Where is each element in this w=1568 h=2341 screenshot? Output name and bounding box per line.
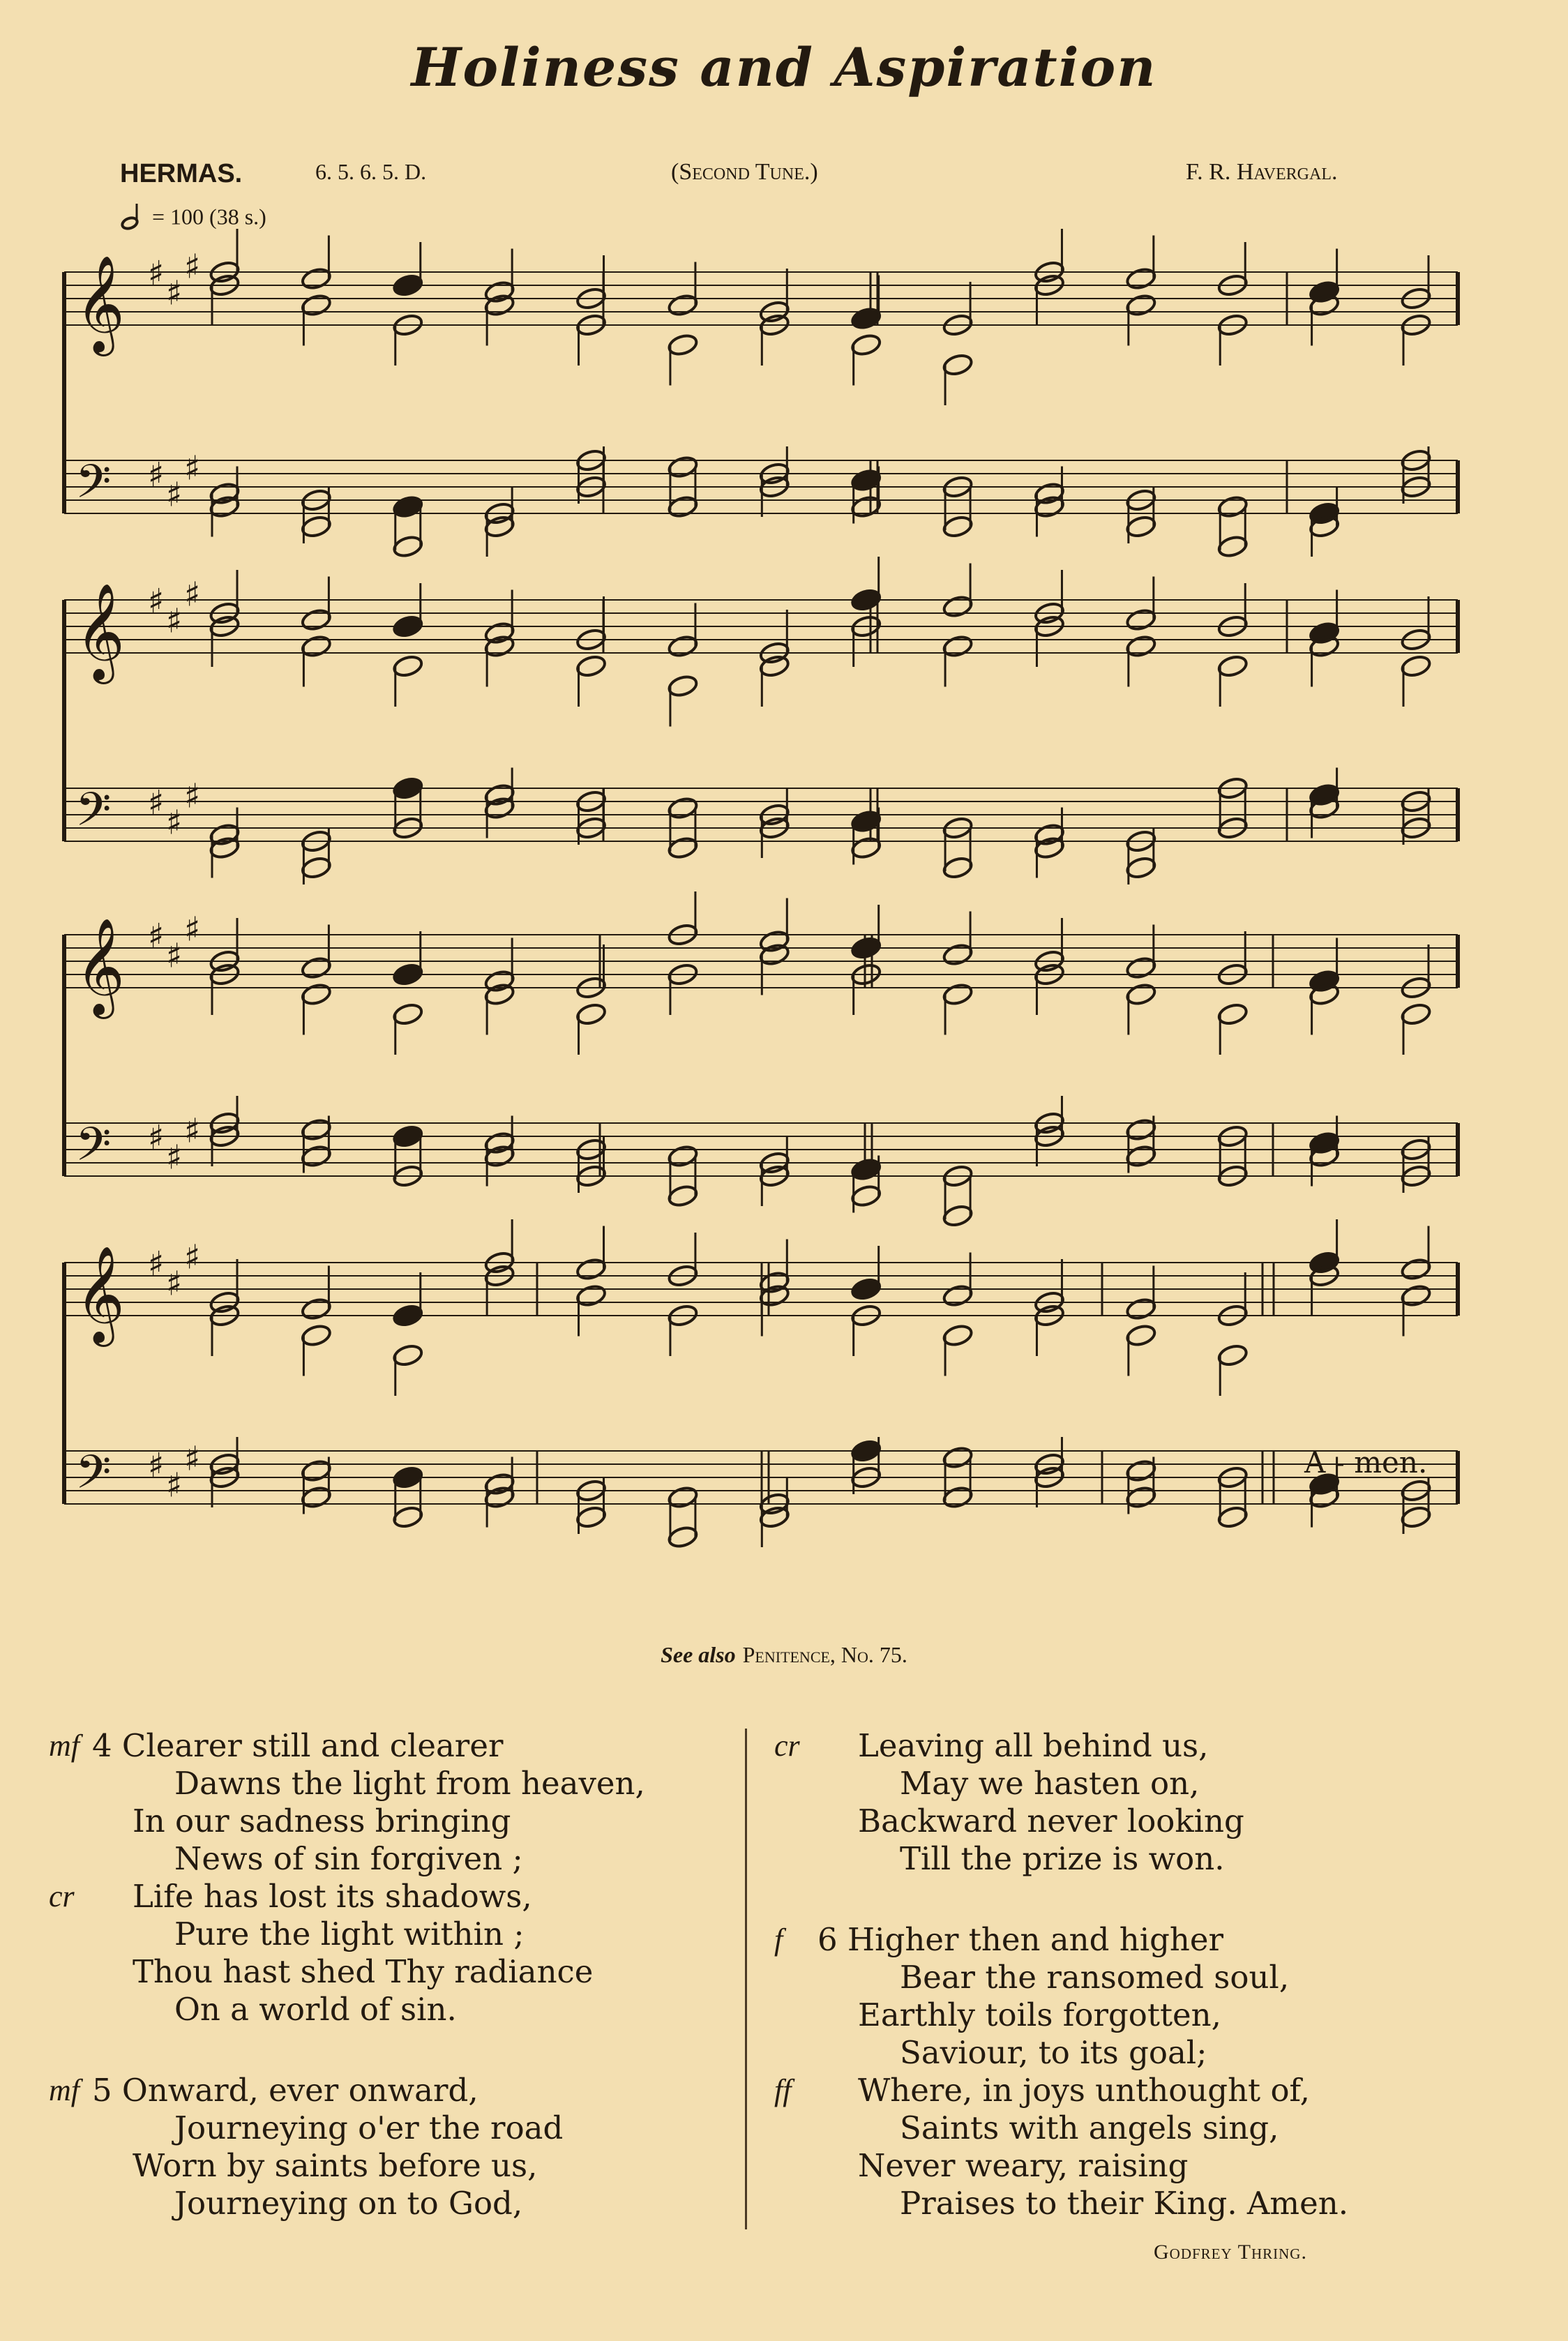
bass-clef-icon: 𝄢: [75, 1117, 112, 1182]
page-title: Holiness and Aspiration: [411, 36, 1157, 98]
note-head: [942, 634, 973, 658]
note-head: [667, 1525, 698, 1549]
verse-text: Earthly toils forgotten,: [858, 1996, 1221, 2033]
note-head: [392, 654, 423, 678]
sharp-icon: ♯: [184, 1439, 201, 1479]
note-head: [301, 855, 332, 880]
bass-clef-icon: 𝄢: [75, 783, 112, 848]
note-head: [1034, 836, 1065, 860]
verse-text: Saints with angels sing,: [900, 2109, 1279, 2146]
sharp-icon: ♯: [148, 456, 165, 495]
dynamic-marking: ff: [774, 2073, 792, 2107]
verse-line: [49, 1915, 746, 1953]
verse-line: [49, 2185, 746, 2222]
note-head: [942, 514, 973, 539]
note-head: [1217, 534, 1249, 559]
bass-clef-icon: 𝄢: [75, 455, 112, 520]
tempo-text: = 100 (38 s.): [152, 204, 266, 229]
bass-clef-icon: 𝄢: [75, 1445, 112, 1510]
note-head: [1125, 1323, 1156, 1348]
note-head: [850, 935, 882, 960]
sharp-icon: ♯: [148, 1446, 165, 1485]
note-head: [942, 1203, 973, 1228]
treble-clef-icon: 𝄞: [75, 583, 125, 680]
note-head: [1125, 514, 1156, 539]
note-head: [1125, 1297, 1156, 1321]
verse-line: [49, 2147, 746, 2185]
note-head: [667, 1144, 698, 1168]
note-head: [1125, 1459, 1156, 1483]
note-head: [667, 1184, 698, 1208]
note-head: [575, 654, 607, 678]
verse-text: On a world of sin.: [174, 1991, 457, 2028]
verses-left-column: [49, 1727, 746, 2266]
stanza: [49, 2072, 746, 2222]
note-head: [301, 956, 332, 980]
note-head: [301, 1144, 332, 1168]
treble-clef-icon: 𝄞: [75, 1246, 125, 1343]
tune-meter: 6. 5. 6. 5. D.: [315, 159, 427, 184]
note-head: [1125, 956, 1156, 980]
note-head: [301, 1485, 332, 1510]
note-head: [483, 982, 515, 1007]
note-head: [850, 1184, 882, 1208]
sharp-icon: ♯: [148, 917, 165, 956]
treble-clef-icon: 𝄞: [75, 918, 125, 1015]
note-head: [1125, 293, 1156, 317]
note-head: [301, 514, 332, 539]
verse-text: Never weary, raising: [858, 2147, 1189, 2184]
verse-line: [49, 1991, 746, 2028]
note-head: [1125, 1485, 1156, 1510]
sharp-icon: ♯: [148, 1244, 165, 1284]
sharp-icon: ♯: [184, 1237, 201, 1277]
note-head: [850, 333, 882, 357]
note-head: [1125, 634, 1156, 658]
verse-line: [49, 1765, 746, 1802]
verse-text: News of sin forgiven ;: [174, 1840, 523, 1877]
note-head: [942, 942, 973, 967]
verse-text: Saviour, to its goal;: [900, 2034, 1207, 2071]
note-head: [850, 1157, 882, 1182]
note-head: [1125, 608, 1156, 632]
sharp-icon: ♯: [148, 783, 165, 822]
note-head: [1125, 982, 1156, 1007]
note-head: [1125, 855, 1156, 880]
hymn-author: Godfrey Thring.: [1154, 2241, 1307, 2264]
note-head: [667, 455, 698, 479]
note-head: [759, 1505, 790, 1529]
verse-text: Thou hast shed Thy radiance: [133, 1953, 594, 1990]
note-head: [1217, 654, 1249, 678]
verse-line: [774, 2034, 1514, 2072]
note-head: [301, 1297, 332, 1321]
second-tune-label: (Second Tune.): [671, 159, 818, 185]
tune-name: HERMAS.: [120, 159, 243, 188]
note-head: [667, 836, 698, 860]
note-head: [667, 495, 698, 519]
note-head: [392, 1343, 423, 1367]
sharp-icon: ♯: [166, 803, 183, 843]
note-head: [301, 982, 332, 1007]
dynamic-marking: mf: [49, 1729, 80, 1763]
note-head: [575, 1002, 607, 1026]
sharp-icon: ♯: [148, 1118, 165, 1157]
note-head: [667, 1485, 698, 1510]
note-head: [942, 1445, 973, 1470]
see-also-ref: Penitence, No. 75.: [742, 1642, 907, 1667]
verse-line: [774, 2072, 1514, 2109]
note-head: [1125, 1144, 1156, 1168]
sharp-icon: ♯: [184, 575, 201, 615]
note-head: [667, 796, 698, 820]
verse-text: May we hasten on,: [900, 1765, 1200, 1802]
verse-line: [49, 1953, 746, 1991]
note-head: [1217, 1505, 1249, 1529]
note-head: [301, 293, 332, 317]
sharp-icon: ♯: [148, 582, 165, 621]
note-head: [483, 293, 515, 317]
note-head: [301, 1117, 332, 1142]
verse-line: [49, 1878, 746, 1915]
verse-text: Worn by saints before us,: [133, 2147, 538, 2184]
verse-line: [49, 1727, 746, 1765]
verse-text: Leaving all behind us,: [858, 1727, 1209, 1764]
sharp-icon: ♯: [166, 936, 183, 976]
note-head: [942, 1323, 973, 1348]
verse-text: 6 Higher then and higher: [817, 1921, 1224, 1958]
note-head: [575, 1284, 607, 1308]
composer: F. R. Havergal.: [1186, 159, 1338, 185]
see-also-note: [0, 1642, 1568, 1668]
treble-clef-icon: 𝄞: [75, 255, 125, 352]
sharp-icon: ♯: [166, 601, 183, 641]
dynamic-marking: cr: [49, 1879, 75, 1913]
note-head: [942, 1284, 973, 1308]
sharp-icon: ♯: [148, 254, 165, 293]
note-head: [301, 608, 332, 632]
note-head: [1400, 1257, 1431, 1281]
note-head: [942, 855, 973, 880]
sharp-icon: ♯: [166, 1138, 183, 1177]
verse-text: Backward never looking: [858, 1802, 1244, 1839]
note-head: [667, 634, 698, 658]
note-head: [483, 1485, 515, 1510]
sharp-icon: ♯: [166, 1264, 183, 1304]
verse-line: [774, 2109, 1514, 2147]
note-head: [759, 654, 790, 678]
note-head: [392, 1303, 423, 1327]
verse-line: [49, 2109, 746, 2147]
sharp-icon: ♯: [184, 247, 201, 287]
note-head: [667, 674, 698, 698]
stanza: [49, 1727, 746, 2028]
note-head: [1034, 495, 1065, 519]
verse-text: Pure the light within ;: [174, 1915, 525, 1952]
note-head: [483, 634, 515, 658]
note-head: [392, 614, 423, 638]
verse-text: Journeying o'er the road: [174, 2109, 564, 2146]
note-head: [392, 495, 423, 519]
note-head: [1400, 1002, 1431, 1026]
note-head: [392, 962, 423, 986]
sharp-icon: ♯: [184, 910, 201, 949]
verse-line: [774, 1996, 1514, 2034]
verse-text: 5 Onward, ever onward,: [92, 2072, 478, 2109]
note-head: [759, 942, 790, 967]
note-head: [1217, 1343, 1249, 1367]
note-head: [850, 1438, 882, 1463]
sharp-icon: ♯: [184, 1111, 201, 1151]
dynamic-marking: cr: [774, 1729, 800, 1763]
note-head: [1400, 654, 1431, 678]
note-head: [759, 1284, 790, 1308]
note-head: [1400, 1505, 1431, 1529]
sharp-icon: ♯: [184, 776, 201, 816]
verse-line: [49, 2072, 746, 2109]
note-head: [483, 796, 515, 820]
verse-line: [774, 1921, 1514, 1959]
note-head: [1217, 495, 1249, 519]
stanza: [774, 1727, 1514, 1878]
note-head: [575, 1257, 607, 1281]
note-head: [850, 306, 882, 331]
note-head: [850, 1277, 882, 1301]
verse-text: In our sadness bringing: [133, 1802, 511, 1839]
note-head: [942, 1485, 973, 1510]
note-head: [575, 1505, 607, 1529]
verse-text: Where, in joys unthought of,: [858, 2072, 1310, 2109]
note-head: [392, 534, 423, 559]
verse-line: [774, 1727, 1514, 1765]
verse-text: Life has lost its shadows,: [133, 1878, 532, 1915]
amen-lyric: A - men.: [1304, 1445, 1428, 1480]
note-head: [942, 352, 973, 377]
note-head: [301, 1459, 332, 1483]
sharp-icon: ♯: [166, 475, 183, 515]
note-head: [392, 1002, 423, 1026]
verse-line: [49, 1840, 746, 1878]
note-head: [392, 1505, 423, 1529]
note-head: [1125, 266, 1156, 291]
note-head: [483, 1144, 515, 1168]
note-head: [942, 982, 973, 1007]
note-head: [850, 836, 882, 860]
verse-line: [774, 1802, 1514, 1840]
verse-text: 4 Clearer still and clearer: [92, 1727, 504, 1764]
verse-text: Till the prize is won.: [900, 1840, 1225, 1877]
note-head: [392, 1465, 423, 1489]
verse-line: [49, 1802, 746, 1840]
sharp-icon: ♯: [166, 1466, 183, 1505]
dynamic-marking: f: [774, 1922, 783, 1957]
note-head: [392, 273, 423, 297]
note-head: [1400, 1284, 1431, 1308]
note-head: [1125, 1117, 1156, 1142]
column-divider: [745, 1729, 747, 2229]
note-head: [301, 634, 332, 658]
note-head: [209, 836, 240, 860]
verse-line: [774, 2185, 1514, 2222]
note-head: [209, 495, 240, 519]
verse-line: [774, 2147, 1514, 2185]
see-also-prefix: See also: [661, 1642, 736, 1667]
sharp-icon: ♯: [166, 273, 183, 313]
note-head: [667, 293, 698, 317]
note-head: [667, 333, 698, 357]
sharp-icon: ♯: [184, 449, 201, 488]
verses-right-column: [774, 1727, 1514, 2266]
verse-line: [774, 1765, 1514, 1802]
verse-text: Praises to their King. Amen.: [900, 2185, 1349, 2222]
note-head: [301, 266, 332, 291]
verse-line: [774, 1959, 1514, 1996]
note-head: [483, 514, 515, 539]
note-head: [942, 594, 973, 619]
note-head: [392, 776, 423, 800]
verse-text: Journeying on to God,: [174, 2185, 523, 2222]
note-head: [392, 1124, 423, 1148]
verse-text: Dawns the light from heaven,: [174, 1765, 645, 1802]
stanza: [774, 1921, 1514, 2222]
verse-line: [774, 1840, 1514, 1878]
dynamic-marking: mf: [49, 2073, 80, 2107]
note-head: [301, 1323, 332, 1348]
verse-text: Bear the ransomed soul,: [900, 1959, 1290, 1996]
note-head: [1217, 1002, 1249, 1026]
